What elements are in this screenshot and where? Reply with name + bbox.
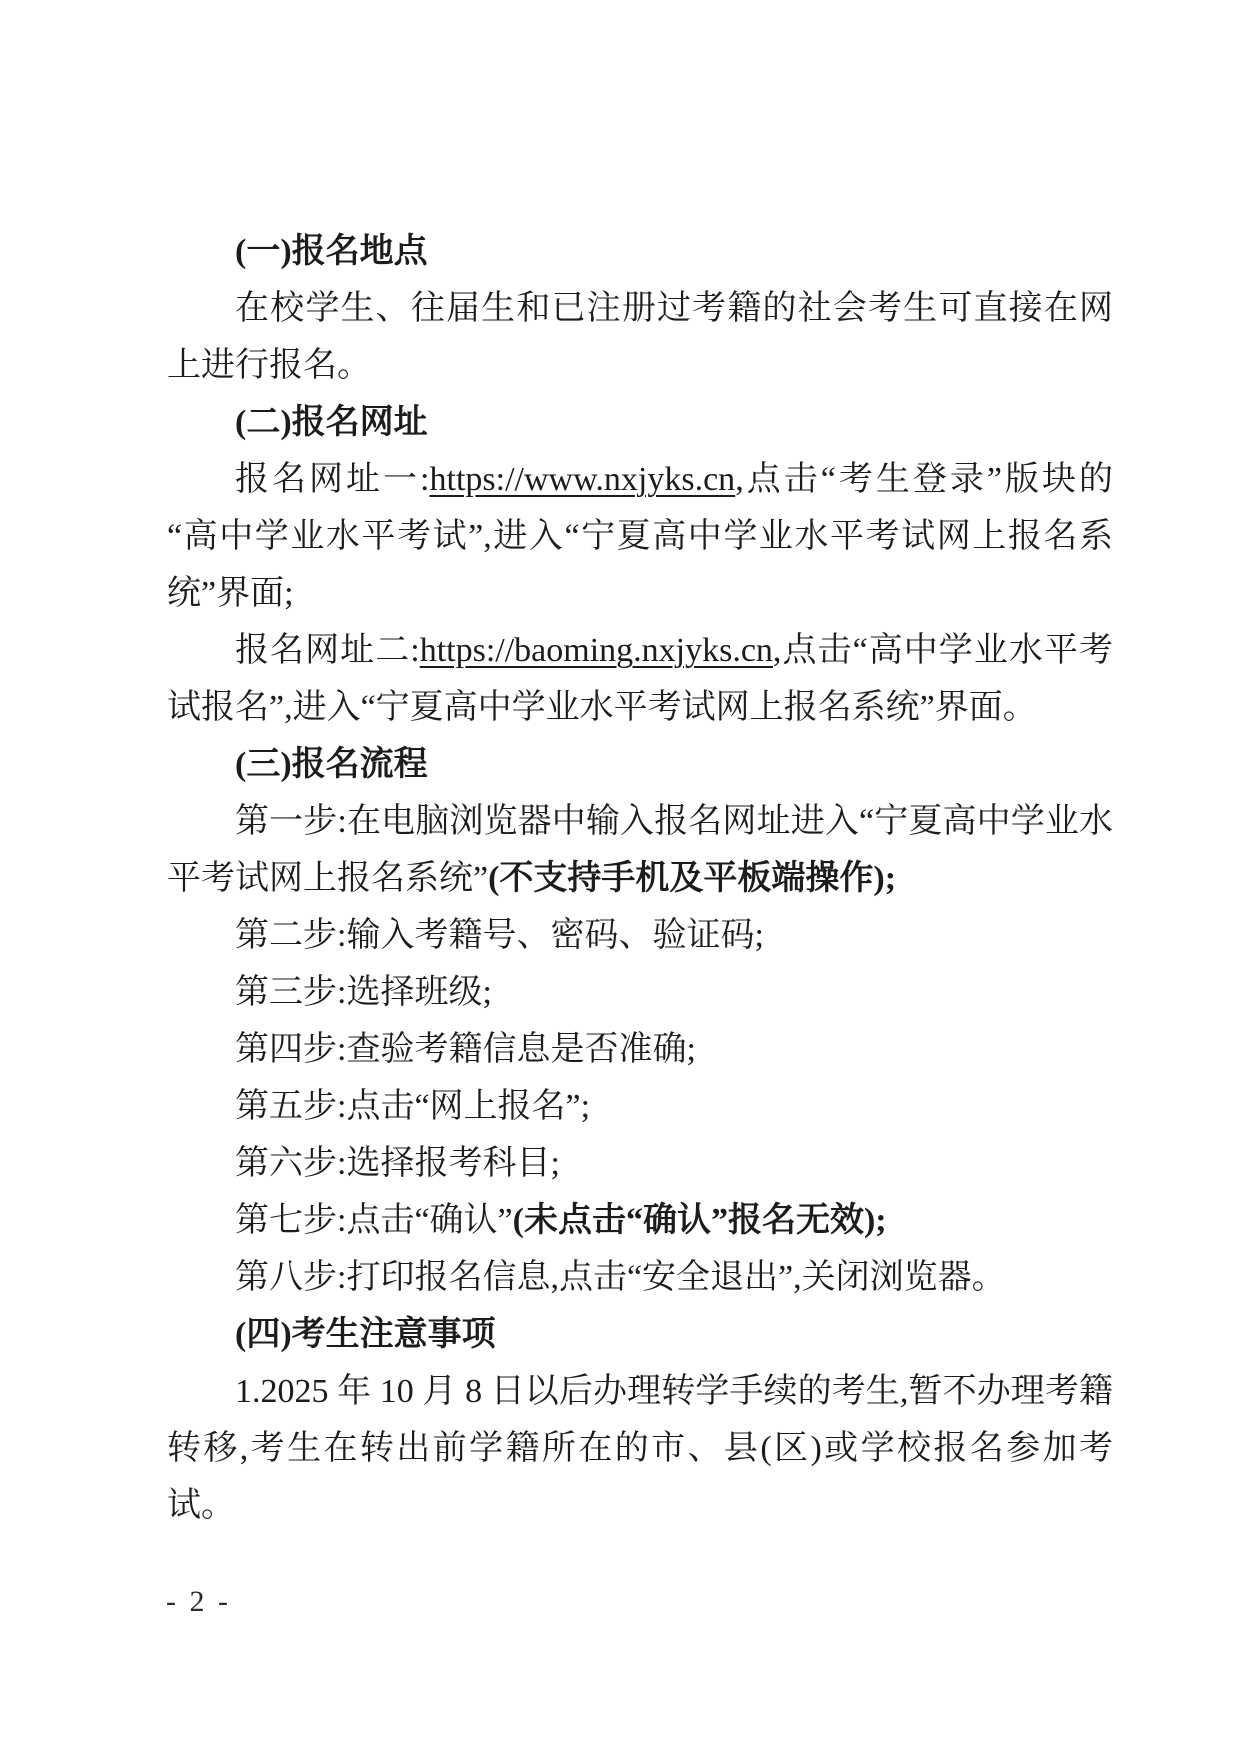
step-5-text-0: 第五步:点击“网上报名”; (235, 1088, 591, 1125)
step-6 (167, 1135, 1113, 1192)
section-4-heading-text-0: (四)考生注意事项 (235, 1316, 496, 1353)
section-3-heading-text-0: (三)报名流程 (235, 746, 428, 783)
step-7 (167, 1192, 1113, 1249)
step-7-text-0: 第七步:点击“确认” (235, 1202, 513, 1239)
step-4-text-0: 第四步:查验考籍信息是否准确; (235, 1031, 696, 1068)
registration-url-1-paragraph (167, 451, 1113, 622)
notice-1 (167, 1363, 1113, 1534)
step-1-text-1: (不支持手机及平板端操作); (488, 860, 897, 897)
step-1 (167, 793, 1113, 907)
section-4-heading (167, 1306, 1113, 1363)
section-2-heading (167, 394, 1113, 451)
registration-url-1-paragraph-text-2: ,点击“考生登录”版块的“高中学业水平考试”,进入“宁夏高中学业水平考试网上报名系统”界面; (167, 461, 1113, 612)
url-link-1[interactable]: https://www.nxjyks.cn (429, 461, 736, 498)
step-4 (167, 1021, 1113, 1078)
document-content (167, 223, 1113, 1534)
registration-url-2-paragraph-text-0: 报名网址二: (235, 632, 420, 669)
page-number: - 2 - (166, 1585, 231, 1618)
step-2 (167, 907, 1113, 964)
step-8 (167, 1249, 1113, 1306)
section-1-heading-text-0: (一)报名地点 (235, 233, 428, 270)
step-1-text-0: 第一步:在电脑浏览器中输入报名网址进入“宁夏高中学业水平考试网上报名系统” (167, 803, 1113, 897)
section-1-body (167, 280, 1113, 394)
url-link-2[interactable]: https://baoming.nxjyks.cn (419, 632, 773, 669)
step-7-text-1: (未点击“确认”报名无效); (512, 1202, 887, 1239)
section-2-heading-text-0: (二)报名网址 (235, 404, 428, 441)
section-3-heading (167, 736, 1113, 793)
notice-1-text-0: 1.2025 年 10 月 8 日以后办理转学手续的考生,暂不办理考籍转移,考生在转出前学籍所在的市、县(区)或学校报名参加考试。 (167, 1373, 1113, 1524)
registration-url-1-paragraph-text-0: 报名网址一: (235, 461, 430, 498)
step-5 (167, 1078, 1113, 1135)
step-6-text-0: 第六步:选择报考科目; (235, 1145, 560, 1182)
section-1-body-text-0: 在校学生、往届生和已注册过考籍的社会考生可直接在网上进行报名。 (167, 290, 1113, 384)
registration-url-2-paragraph-text-2: ,点击“高中学业水平考试报名”,进入“宁夏高中学业水平考试网上报名系统”界面。 (167, 632, 1114, 726)
step-3-text-0: 第三步:选择班级; (235, 974, 492, 1011)
step-8-text-0: 第八步:打印报名信息,点击“安全退出”,关闭浏览器。 (235, 1259, 1006, 1296)
registration-url-2-paragraph (167, 622, 1113, 736)
step-3 (167, 964, 1113, 1021)
section-1-heading (167, 223, 1113, 280)
step-2-text-0: 第二步:输入考籍号、密码、验证码; (235, 917, 764, 954)
